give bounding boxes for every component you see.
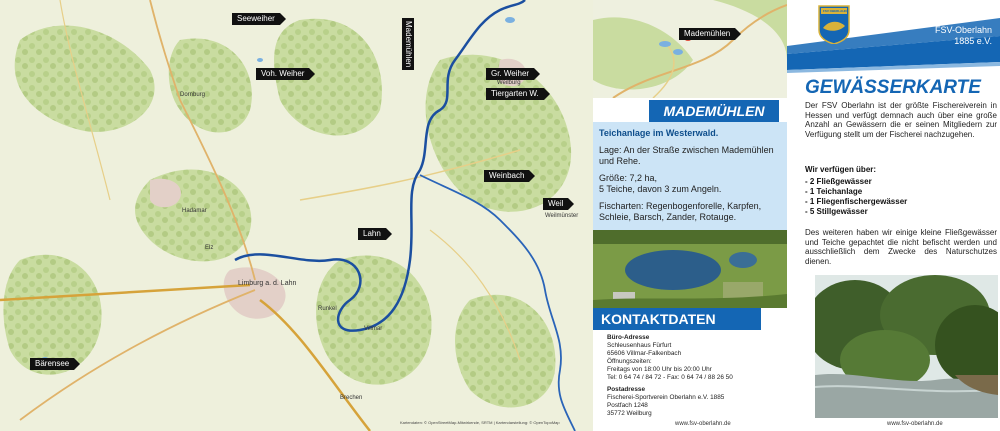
section-heading-contact: KONTAKTDATEN bbox=[593, 308, 761, 330]
mademuehlen-fischarten: Fischarten: Regenbogenforelle, Karpfen, Schleie, Barsch, Zander, Rotauge. bbox=[599, 201, 762, 222]
mademuehlen-lage: Lage: An der Straße zwischen Mademühlen und Rehe. bbox=[599, 145, 774, 166]
office-line: Schleusenhaus Fürfurt bbox=[607, 342, 672, 349]
website-link-right[interactable]: www.fsv-oberlahn.de bbox=[887, 421, 943, 427]
office-line: Öffnungszeiten: bbox=[607, 358, 652, 365]
town-elz: Elz bbox=[205, 245, 214, 251]
mini-map bbox=[593, 0, 787, 98]
town-weilburg: Weilburg bbox=[497, 80, 521, 86]
post-title: Postadresse bbox=[607, 386, 646, 393]
post-line: Fischerei-Sportverein Oberlahn e.V. 1885 bbox=[607, 394, 725, 401]
list-item: - 1 Teichanlage bbox=[805, 187, 863, 196]
label-weil: Weil bbox=[543, 198, 568, 210]
section-heading-mademuehlen: MADEMÜHLEN bbox=[649, 100, 779, 122]
post-line: 35772 Weilburg bbox=[607, 410, 652, 417]
mademuehlen-subtitle: Teichanlage im Westerwald. bbox=[599, 128, 719, 138]
outro-text: Des weiteren haben wir einige kleine Fließgewässer und Teiche gepachtet die nicht befischt werden und ausschließlich dem Zwecke des Naturschutzes dienen. bbox=[805, 228, 997, 266]
list-item: - 2 Fließgewässer bbox=[805, 177, 872, 186]
pond-photo-graphic bbox=[593, 230, 787, 308]
river-photo-graphic bbox=[815, 275, 998, 418]
club-year: 1885 e.V. bbox=[954, 36, 992, 46]
river-photo bbox=[815, 275, 998, 418]
mini-map-graphic bbox=[593, 0, 787, 98]
info-panel-mademuehlen bbox=[593, 0, 787, 431]
map-credit: Kartendaten: © OpenStreetMap-Mitwirkende, SRTM | Kartendarstellung: © OpenTopoMap bbox=[400, 420, 560, 425]
club-name-text: FSV-Oberlahn bbox=[934, 25, 992, 35]
intro-text: Der FSV Oberlahn ist der größte Fischereiverein in Hessen und verfügt demnach auch über eine große Anzahl an Gewässern die er seinen Mitgliedern zur Verfügung stellt um der Fischerei nachzugehen. bbox=[805, 101, 997, 139]
list-item: - 1 Fliegenfischergewässer bbox=[805, 197, 908, 206]
town-limburg: Limburg a. d. Lahn bbox=[238, 280, 297, 287]
town-runkel: Runkel bbox=[318, 306, 337, 312]
label-lahn: Lahn bbox=[358, 228, 386, 240]
club-logo bbox=[817, 4, 851, 44]
town-brechen: Brechen bbox=[340, 395, 363, 401]
page-title: GEWÄSSERKARTE bbox=[805, 77, 981, 98]
mademuehlen-description bbox=[593, 122, 787, 230]
mini-map-label: Mademühlen bbox=[679, 28, 735, 40]
pond-aerial-photo bbox=[593, 230, 787, 308]
town-weilmuenster: Weilmünster bbox=[545, 213, 579, 219]
logo-text: FSV OBERLAHN bbox=[823, 9, 847, 13]
list-heading: Wir verfügen über: bbox=[805, 165, 877, 174]
post-line: Postfach 1248 bbox=[607, 402, 648, 409]
cover-panel bbox=[787, 0, 1000, 431]
website-link[interactable]: www.fsv-oberlahn.de bbox=[675, 421, 731, 427]
office-line: Tel: 0 64 74 / 84 72 - Fax: 0 64 74 / 88 26 50 bbox=[607, 374, 733, 381]
office-title: Büro-Adresse bbox=[607, 334, 650, 341]
label-weinbach: Weinbach bbox=[484, 170, 529, 182]
mademuehlen-groesse-2: 5 Teiche, davon 3 zum Angeln. bbox=[599, 184, 722, 194]
label-baerensee: Bärensee bbox=[30, 358, 74, 370]
label-seeweiher: Seeweiher bbox=[232, 13, 280, 25]
club-name bbox=[935, 25, 992, 47]
mademuehlen-groesse-1: Größe: 7,2 ha, bbox=[599, 173, 658, 183]
office-line: Freitags von 18:00 Uhr bis 20:00 Uhr bbox=[607, 366, 712, 373]
label-tiergarten: Tiergarten W. bbox=[486, 88, 544, 100]
list-item: - 5 Stillgewässer bbox=[805, 207, 868, 216]
waters-list bbox=[805, 165, 907, 217]
contact-details bbox=[607, 334, 733, 418]
label-gr-weiher: Gr. Weiher bbox=[486, 68, 534, 80]
label-voh-weiher: Voh. Weiher bbox=[256, 68, 309, 80]
town-hadamar: Hadamar bbox=[182, 208, 207, 214]
town-villmar: Villmar bbox=[364, 326, 383, 332]
label-mademuehlen: Mademühlen bbox=[402, 18, 414, 70]
town-dornburg: Dornburg bbox=[180, 92, 206, 98]
office-line: 65606 Villmar-Falkenbach bbox=[607, 350, 682, 357]
